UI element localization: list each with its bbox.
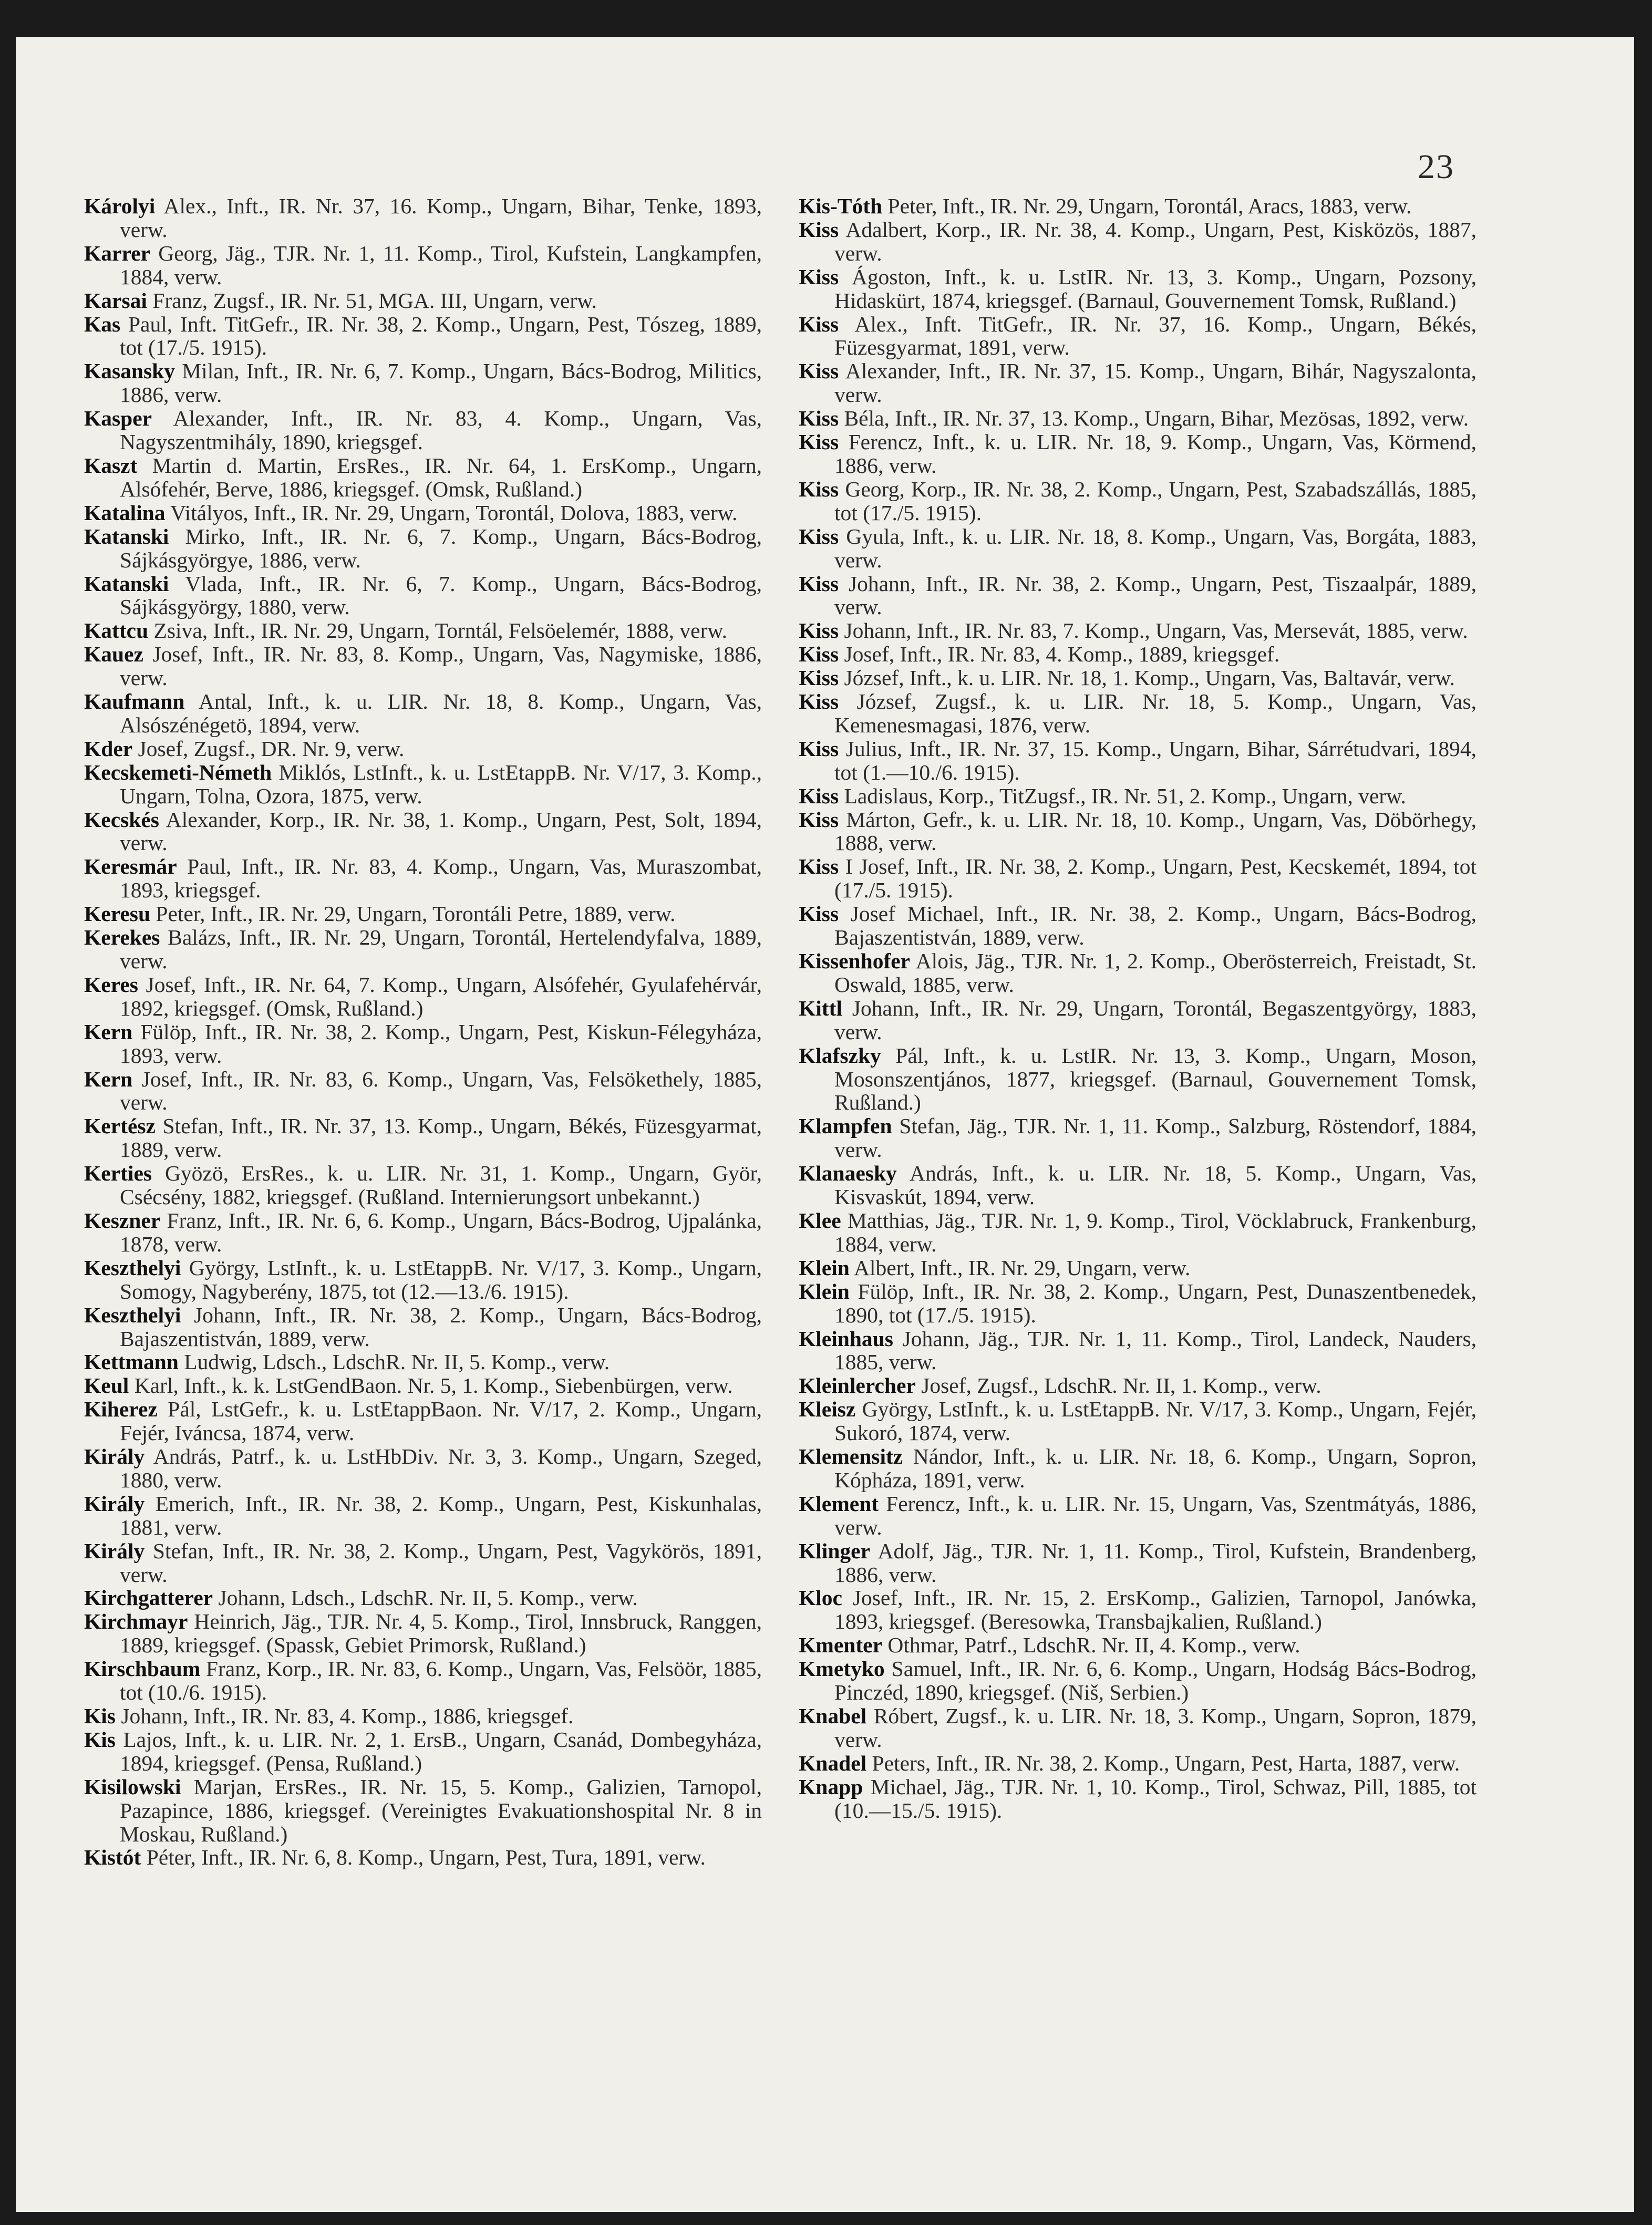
entry-details: Alexander, Korp., IR. Nr. 38, 1. Komp., Ungarn, Pest, Solt, 1894, verw. bbox=[120, 807, 762, 855]
casualty-entry bbox=[84, 1586, 762, 1610]
casualty-entry bbox=[799, 1657, 1477, 1704]
entry-surname: Karsai bbox=[84, 288, 147, 313]
casualty-entry bbox=[84, 1657, 762, 1704]
casualty-entry bbox=[84, 501, 762, 525]
casualty-entry bbox=[84, 1209, 762, 1256]
entry-details: Adalbert, Korp., IR. Nr. 38, 4. Komp., Ungarn, Pest, Kisközös, 1887, verw. bbox=[834, 217, 1477, 265]
casualty-entry bbox=[799, 902, 1477, 949]
entry-details: András, Inft., k. u. LIR. Nr. 18, 5. Komp., Ungarn, Vas, Kisvaskút, 1894, verw. bbox=[834, 1161, 1477, 1209]
casualty-entry bbox=[84, 194, 762, 242]
casualty-entry bbox=[84, 1398, 762, 1445]
entry-surname: Klanaesky bbox=[799, 1161, 897, 1186]
casualty-entry bbox=[84, 1610, 762, 1657]
entry-surname: Kiss bbox=[799, 736, 839, 761]
entry-details: Paul, Inft., IR. Nr. 83, 4. Komp., Ungarn, Vas, Muraszombat, 1893, kriegsgef. bbox=[120, 854, 762, 903]
entry-surname: Kiss bbox=[799, 264, 839, 289]
entry-details: Stefan, Inft., IR. Nr. 38, 2. Komp., Ungarn, Pest, Vagykörös, 1891, verw. bbox=[120, 1538, 762, 1587]
entry-surname: Kattcu bbox=[84, 618, 149, 643]
casualty-entry bbox=[799, 949, 1477, 997]
casualty-entry bbox=[84, 359, 762, 407]
entry-surname: Kloc bbox=[799, 1586, 842, 1610]
entry-surname: Kleisz bbox=[799, 1397, 856, 1422]
casualty-entry bbox=[84, 525, 762, 572]
entry-surname: Kiss bbox=[799, 524, 839, 549]
casualty-entry bbox=[799, 666, 1477, 690]
casualty-entry bbox=[799, 430, 1477, 478]
entry-surname: Kern bbox=[84, 1067, 133, 1091]
entry-surname: Keszner bbox=[84, 1208, 161, 1233]
entry-details: András, Patrf., k. u. LstHbDiv. Nr. 3, 3. Komp., Ungarn, Szeged, 1880, verw. bbox=[120, 1444, 762, 1492]
casualty-entry bbox=[799, 1374, 1477, 1398]
entry-details: Alexander, Inft., IR. Nr. 83, 4. Komp., Ungarn, Vas, Nagyszentmihály, 1890, kriegsgef. bbox=[120, 406, 762, 454]
entry-details: Fülöp, Inft., IR. Nr. 38, 2. Komp., Ungarn, Pest, Dunaszentbenedek, 1890, tot (17./5. 1915). bbox=[834, 1279, 1477, 1327]
entry-surname: Kiss bbox=[799, 477, 839, 501]
entry-details: Alex., Inft. TitGefr., IR. Nr. 37, 16. Komp., Ungarn, Békés, Füzesgyarmat, 1891, verw. bbox=[834, 312, 1477, 360]
casualty-entry bbox=[799, 643, 1477, 666]
casualty-entry bbox=[799, 784, 1477, 808]
entry-surname: Keresu bbox=[84, 902, 151, 926]
entry-details: Béla, Inft., IR. Nr. 37, 13. Komp., Ungarn, Bihar, Mezösas, 1892, verw. bbox=[844, 406, 1469, 431]
casualty-entry bbox=[84, 1704, 762, 1728]
entry-details: György, LstInft., k. u. LstEtappB. Nr. V/17, 3. Komp., Ungarn, Somogy, Nagyberény, 1875, tot (12.—13./6. 1915). bbox=[120, 1255, 762, 1303]
entry-surname: Károlyi bbox=[84, 194, 156, 218]
casualty-entry bbox=[84, 619, 762, 643]
entry-surname: Kmenter bbox=[799, 1633, 883, 1658]
entry-details: Márton, Gefr., k. u. LIR. Nr. 18, 10. Komp., Ungarn, Vas, Döbörhegy, 1888, verw. bbox=[834, 807, 1477, 855]
entry-details: József, Zugsf., k. u. LIR. Nr. 18, 5. Komp., Ungarn, Vas, Kemenesmagasi, 1876, verw. bbox=[834, 689, 1477, 737]
entry-details: Johann, Jäg., TJR. Nr. 1, 11. Komp., Tirol, Landeck, Nauders, 1885, verw. bbox=[834, 1326, 1477, 1374]
entry-details: Othmar, Patrf., LdschR. Nr. II, 4. Komp., verw. bbox=[887, 1633, 1300, 1658]
entry-surname: Kis bbox=[84, 1704, 116, 1728]
entry-surname: Kasper bbox=[84, 406, 152, 431]
entry-details: Milan, Inft., IR. Nr. 6, 7. Komp., Ungarn, Bács-Bodrog, Militics, 1886, verw. bbox=[120, 359, 762, 407]
entry-surname: Kern bbox=[84, 1019, 133, 1044]
entry-surname: Knadel bbox=[799, 1751, 867, 1775]
entry-details: Josef, Inft., IR. Nr. 15, 2. ErsKomp., Galizien, Tarnopol, Janówka, 1893, kriegsgef. (Beresowka, Transbajkalien, Rußland.) bbox=[834, 1586, 1477, 1634]
entry-details: Alois, Jäg., TJR. Nr. 1, 2. Komp., Oberösterreich, Freistadt, St. Oswald, 1885, verw. bbox=[834, 949, 1477, 997]
entry-surname: Kerties bbox=[84, 1161, 152, 1186]
entry-surname: Kder bbox=[84, 736, 133, 761]
entry-details: Josef, Inft., IR. Nr. 83, 6. Komp., Ungarn, Vas, Felsökethely, 1885, verw. bbox=[120, 1067, 762, 1115]
entry-details: Nándor, Inft., k. u. LIR. Nr. 18, 6. Komp., Ungarn, Sopron, Kópháza, 1891, verw. bbox=[834, 1444, 1477, 1492]
casualty-entry bbox=[84, 808, 762, 855]
entry-details: Paul, Inft. TitGefr., IR. Nr. 38, 2. Komp., Ungarn, Pest, Tószeg, 1889, tot (17./5. 1915). bbox=[120, 312, 762, 360]
entry-details: Julius, Inft., IR. Nr. 37, 15. Komp., Ungarn, Bihar, Sárrétudvari, 1894, tot (1.—10./6. 1915). bbox=[834, 736, 1477, 784]
entry-surname: Keszthelyi bbox=[84, 1302, 181, 1327]
entry-details: Karl, Inft., k. k. LstGendBaon. Nr. 5, 1. Komp., Siebenbürgen, verw. bbox=[134, 1373, 733, 1398]
casualty-entry bbox=[84, 1728, 762, 1775]
entry-details: Franz, Korp., IR. Nr. 83, 6. Komp., Ungarn, Vas, Felsöör, 1885, tot (10./6. 1915). bbox=[120, 1657, 762, 1705]
entry-surname: Kleinlercher bbox=[799, 1373, 916, 1398]
entry-surname: Kistót bbox=[84, 1845, 141, 1870]
entry-details: József, Inft., k. u. LIR. Nr. 18, 1. Komp., Ungarn, Vas, Baltavár, verw. bbox=[844, 666, 1455, 690]
entry-surname: Klafszky bbox=[799, 1043, 881, 1068]
entry-surname: Kerekes bbox=[84, 925, 160, 950]
casualty-entry bbox=[799, 407, 1477, 430]
entry-details: Adolf, Jäg., TJR. Nr. 1, 11. Komp., Tirol, Kufstein, Brandenberg, 1886, verw. bbox=[834, 1538, 1477, 1587]
entry-surname: Katalina bbox=[84, 500, 166, 525]
entry-details: Johann, Inft., IR. Nr. 38, 2. Komp., Ungarn, Bács-Bodrog, Bajaszentistván, 1889, verw. bbox=[120, 1302, 762, 1351]
casualty-entry bbox=[84, 1445, 762, 1492]
entry-surname: Kis-Tóth bbox=[799, 194, 883, 218]
entry-details: Ágoston, Inft., k. u. LstIR. Nr. 13, 3. Komp., Ungarn, Pozsony, Hidaskürt, 1874, kriegsgef. (Barnaul, Gouvernement Tomsk, Rußland.) bbox=[834, 264, 1477, 313]
entry-details: Josef, Inft., IR. Nr. 83, 8. Komp., Ungarn, Vas, Nagymiske, 1886, verw. bbox=[120, 642, 762, 690]
casualty-entry bbox=[84, 1492, 762, 1539]
casualty-entry bbox=[84, 1775, 762, 1846]
casualty-entry bbox=[799, 690, 1477, 737]
entry-details: Johann, Inft., IR. Nr. 38, 2. Komp., Ungarn, Pest, Tiszaalpár, 1889, verw. bbox=[834, 571, 1477, 619]
entry-details: Stefan, Inft., IR. Nr. 37, 13. Komp., Ungarn, Békés, Füzesgyarmat, 1889, verw. bbox=[120, 1114, 762, 1162]
casualty-entry bbox=[799, 525, 1477, 572]
entry-surname: Király bbox=[84, 1491, 145, 1516]
entry-details: Peters, Inft., IR. Nr. 38, 2. Komp., Ungarn, Pest, Harta, 1887, verw. bbox=[872, 1751, 1460, 1775]
page-number: 23 bbox=[1418, 148, 1454, 186]
entry-surname: Klein bbox=[799, 1255, 850, 1280]
entry-surname: Király bbox=[84, 1538, 145, 1563]
casualty-entry bbox=[799, 1327, 1477, 1374]
casualty-entry bbox=[84, 1256, 762, 1303]
entry-surname: Kiss bbox=[799, 689, 839, 714]
entry-details: Emerich, Inft., IR. Nr. 38, 2. Komp., Ungarn, Pest, Kiskunhalas, 1881, verw. bbox=[120, 1491, 762, 1539]
entry-details: Matthias, Jäg., TJR. Nr. 1, 9. Komp., Tirol, Vöcklabruck, Frankenburg, 1884, verw. bbox=[834, 1208, 1477, 1256]
entry-surname: Kiherez bbox=[84, 1397, 158, 1422]
entry-details: Ferencz, Inft., k. u. LIR. Nr. 18, 9. Komp., Ungarn, Vas, Körmend, 1886, verw. bbox=[834, 430, 1477, 478]
casualty-entry bbox=[799, 1280, 1477, 1327]
entry-surname: Keresmár bbox=[84, 854, 177, 879]
casualty-entry bbox=[84, 407, 762, 454]
entry-surname: Kiss bbox=[799, 783, 839, 808]
casualty-entry bbox=[84, 242, 762, 289]
entry-details: Johann, Ldsch., LdschR. Nr. II, 5. Komp., verw. bbox=[218, 1586, 638, 1610]
casualty-entry bbox=[84, 1020, 762, 1068]
entry-surname: Kiss bbox=[799, 618, 839, 643]
entry-surname: Kis bbox=[84, 1727, 116, 1752]
entry-surname: Kecskemeti-Németh bbox=[84, 760, 272, 784]
entry-surname: Kisilowski bbox=[84, 1774, 181, 1799]
entry-details: Georg, Korp., IR. Nr. 38, 2. Komp., Ungarn, Pest, Szabadszállás, 1885, tot (17./5. 1915). bbox=[834, 477, 1477, 525]
entry-surname: Kiss bbox=[799, 430, 839, 454]
entry-surname: Kiss bbox=[799, 359, 839, 384]
entry-details: Josef, Inft., IR. Nr. 83, 4. Komp., 1889, kriegsgef. bbox=[844, 642, 1280, 667]
entry-surname: Keul bbox=[84, 1373, 129, 1398]
entry-surname: Kiss bbox=[799, 642, 839, 667]
entry-details: Vlada, Inft., IR. Nr. 6, 7. Komp., Ungarn, Bács-Bodrog, Sájkásgyörgy, 1880, verw. bbox=[120, 571, 762, 619]
entry-details: Peter, Inft., IR. Nr. 29, Ungarn, Torontál, Aracs, 1883, verw. bbox=[887, 194, 1412, 218]
entry-surname: Kiss bbox=[799, 217, 839, 242]
casualty-entry bbox=[799, 1633, 1477, 1657]
entry-surname: Király bbox=[84, 1444, 145, 1469]
entry-surname: Kecskés bbox=[84, 807, 159, 832]
casualty-entry bbox=[799, 1775, 1477, 1823]
entry-details: Stefan, Jäg., TJR. Nr. 1, 11. Komp., Salzburg, Röstendorf, 1884, verw. bbox=[834, 1114, 1477, 1162]
entry-surname: Klemensitz bbox=[799, 1444, 903, 1469]
entry-details: Gyula, Inft., k. u. LIR. Nr. 18, 8. Komp., Ungarn, Vas, Borgáta, 1883, verw. bbox=[834, 524, 1477, 572]
casualty-entry bbox=[799, 359, 1477, 407]
entry-surname: Klampfen bbox=[799, 1114, 892, 1139]
casualty-entry bbox=[84, 690, 762, 737]
casualty-entry bbox=[799, 737, 1477, 784]
entry-surname: Kertész bbox=[84, 1114, 156, 1139]
entry-details: Samuel, Inft., IR. Nr. 6, 6. Komp., Ungarn, Hodság Bács-Bodrog, Pinczéd, 1890, kriegsgef. (Niš, Serbien.) bbox=[834, 1657, 1477, 1705]
entry-details: Zsiva, Inft., IR. Nr. 29, Ungarn, Torntál, Felsöelemér, 1888, verw. bbox=[153, 618, 728, 643]
entry-surname: Kiss bbox=[799, 312, 839, 336]
entry-details: Mirko, Inft., IR. Nr. 6, 7. Komp., Ungarn, Bács-Bodrog, Sájkásgyörgye, 1886, verw. bbox=[120, 524, 762, 572]
entry-details: I Josef, Inft., IR. Nr. 38, 2. Komp., Ungarn, Pest, Kecskemét, 1894, tot (17./5. 1915). bbox=[834, 854, 1477, 903]
entry-surname: Kirchmayr bbox=[84, 1609, 188, 1634]
casualty-entry bbox=[799, 855, 1477, 902]
entry-details: Alex., Inft., IR. Nr. 37, 16. Komp., Ungarn, Bihar, Tenke, 1893, verw. bbox=[120, 194, 762, 242]
entry-details: Miklós, LstInft., k. u. LstEtappB. Nr. V/17, 3. Komp., Ungarn, Tolna, Ozora, 1875, verw. bbox=[120, 760, 762, 808]
entry-details: Josef, Inft., IR. Nr. 64, 7. Komp., Ungarn, Alsófehér, Gyulafehérvár, 1892, kriegsgef. (Omsk, Rußland.) bbox=[120, 972, 762, 1020]
casualty-entry bbox=[799, 1752, 1477, 1775]
casualty-entry bbox=[84, 454, 762, 501]
entry-surname: Knabel bbox=[799, 1704, 867, 1728]
entry-details: Pál, Inft., k. u. LstIR. Nr. 13, 3. Komp., Ungarn, Moson, Mosonszentjános, 1877, kriegsgef. (Barnaul, Gouvernement Tomsk, Rußland.) bbox=[834, 1043, 1477, 1115]
casualty-entry bbox=[84, 1374, 762, 1398]
entry-surname: Kiss bbox=[799, 666, 839, 690]
entry-details: Josef, Zugsf., DR. Nr. 9, verw. bbox=[138, 736, 405, 761]
casualty-entry bbox=[84, 1846, 762, 1869]
entry-surname: Kauez bbox=[84, 642, 143, 667]
entry-details: Georg, Jäg., TJR. Nr. 1, 11. Komp., Tirol, Kufstein, Langkampfen, 1884, verw. bbox=[120, 241, 762, 289]
entry-details: Ferencz, Inft., k. u. LIR. Nr. 15, Ungarn, Vas, Szentmátyás, 1886, verw. bbox=[834, 1491, 1477, 1539]
casualty-entry bbox=[799, 1044, 1477, 1115]
entry-surname: Kiss bbox=[799, 902, 839, 926]
casualty-entry bbox=[84, 761, 762, 808]
entry-details: György, LstInft., k. u. LstEtappB. Nr. V/17, 3. Komp., Ungarn, Fejér, Sukoró, 1874, verw. bbox=[834, 1397, 1477, 1445]
left-column bbox=[84, 194, 762, 1869]
entry-surname: Kittl bbox=[799, 996, 842, 1020]
entry-surname: Karrer bbox=[84, 241, 150, 265]
casualty-entry bbox=[84, 855, 762, 902]
entry-details: Péter, Inft., IR. Nr. 6, 8. Komp., Ungarn, Pest, Tura, 1891, verw. bbox=[146, 1845, 706, 1870]
casualty-entry bbox=[799, 572, 1477, 619]
entry-details: Franz, Inft., IR. Nr. 6, 6. Komp., Ungarn, Bács-Bodrog, Ujpalánka, 1878, verw. bbox=[120, 1208, 762, 1256]
casualty-entry bbox=[84, 926, 762, 973]
entry-surname: Klement bbox=[799, 1491, 879, 1516]
entry-details: Róbert, Zugsf., k. u. LIR. Nr. 18, 3. Komp., Ungarn, Sopron, 1879, verw. bbox=[834, 1704, 1477, 1752]
casualty-entry bbox=[799, 997, 1477, 1044]
entry-surname: Klinger bbox=[799, 1538, 871, 1563]
casualty-entry bbox=[84, 1303, 762, 1351]
casualty-entry bbox=[84, 973, 762, 1020]
entry-details: Antal, Inft., k. u. LIR. Nr. 18, 8. Komp., Ungarn, Vas, Alsószénégetö, 1894, verw. bbox=[120, 689, 762, 737]
entry-details: Balázs, Inft., IR. Nr. 29, Ungarn, Torontál, Hertelendyfalva, 1889, verw. bbox=[120, 925, 762, 973]
entry-surname: Kmetyko bbox=[799, 1657, 885, 1681]
entry-surname: Kiss bbox=[799, 406, 839, 431]
casualty-entry bbox=[799, 313, 1477, 360]
casualty-entry bbox=[84, 1350, 762, 1374]
entry-details: Fülöp, Inft., IR. Nr. 38, 2. Komp., Ungarn, Pest, Kiskun-Félegyháza, 1893, verw. bbox=[120, 1019, 762, 1068]
casualty-entry bbox=[799, 1586, 1477, 1633]
casualty-entry bbox=[799, 478, 1477, 525]
entry-surname: Kasansky bbox=[84, 359, 175, 384]
entry-surname: Katanski bbox=[84, 524, 169, 549]
casualty-entry bbox=[799, 1704, 1477, 1752]
casualty-entry bbox=[799, 1539, 1477, 1587]
casualty-entry bbox=[84, 1162, 762, 1209]
entry-surname: Kaufmann bbox=[84, 689, 185, 714]
entry-details: Pál, LstGefr., k. u. LstEtappBaon. Nr. V/17, 2. Komp., Ungarn, Fejér, Iváncsa, 1874, verw. bbox=[120, 1397, 762, 1445]
entry-surname: Kaszt bbox=[84, 453, 138, 478]
entry-details: Gyözö, ErsRes., k. u. LIR. Nr. 31, 1. Komp., Ungarn, Györ, Csécsény, 1882, kriegsgef. (Rußland. Internierungsort unbekannt.) bbox=[120, 1161, 762, 1209]
casualty-entry bbox=[799, 1209, 1477, 1256]
casualty-entry bbox=[84, 643, 762, 690]
entry-surname: Kissenhofer bbox=[799, 949, 911, 973]
casualty-entry bbox=[799, 619, 1477, 643]
entry-surname: Klein bbox=[799, 1279, 850, 1303]
entry-surname: Katanski bbox=[84, 571, 169, 596]
entry-details: Michael, Jäg., TJR. Nr. 1, 10. Komp., Tirol, Schwaz, Pill, 1885, tot (10.—15./5. 1915). bbox=[834, 1774, 1477, 1823]
casualty-entry bbox=[84, 313, 762, 360]
entry-details: Johann, Inft., IR. Nr. 83, 4. Komp., 1886, kriegsgef. bbox=[121, 1704, 574, 1728]
entry-details: Peter, Inft., IR. Nr. 29, Ungarn, Torontáli Petre, 1889, verw. bbox=[156, 902, 676, 926]
entry-surname: Klee bbox=[799, 1208, 841, 1233]
entry-surname: Kirschbaum bbox=[84, 1657, 201, 1681]
casualty-entry bbox=[799, 1162, 1477, 1209]
casualty-entry bbox=[799, 194, 1477, 218]
casualty-entry bbox=[799, 1398, 1477, 1445]
casualty-entry bbox=[799, 1492, 1477, 1539]
casualty-entry bbox=[799, 1445, 1477, 1492]
casualty-entry bbox=[84, 1539, 762, 1587]
document-page bbox=[16, 37, 1634, 2212]
entry-surname: Kiss bbox=[799, 854, 839, 879]
entry-details: Lajos, Inft., k. u. LIR. Nr. 2, 1. ErsB., Ungarn, Csanád, Dombegyháza, 1894, kriegsgef. (Pensa, Rußland.) bbox=[120, 1727, 762, 1775]
entry-details: Josef, Zugsf., LdschR. Nr. II, 1. Komp., verw. bbox=[921, 1373, 1321, 1398]
casualty-entry bbox=[799, 1256, 1477, 1280]
casualty-entry bbox=[84, 572, 762, 619]
entry-surname: Keres bbox=[84, 972, 138, 997]
right-column bbox=[799, 194, 1477, 1823]
entry-details: Josef Michael, Inft., IR. Nr. 38, 2. Komp., Ungarn, Bács-Bodrog, Bajaszentistván, 1889, verw. bbox=[834, 902, 1477, 950]
entry-surname: Kiss bbox=[799, 807, 839, 832]
entry-details: Vitályos, Inft., IR. Nr. 29, Ungarn, Torontál, Dolova, 1883, verw. bbox=[170, 500, 738, 525]
casualty-entry bbox=[84, 902, 762, 926]
casualty-entry bbox=[799, 218, 1477, 265]
casualty-entry bbox=[84, 289, 762, 313]
entry-details: Marjan, ErsRes., IR. Nr. 15, 5. Komp., Galizien, Tarnopol, Pazapince, 1886, kriegsgef. (Vereinigtes Evakuationshospital Nr. 8 in Moskau, Rußland.) bbox=[120, 1774, 762, 1846]
casualty-entry bbox=[84, 737, 762, 761]
entry-details: Johann, Inft., IR. Nr. 29, Ungarn, Torontál, Begaszentgyörgy, 1883, verw. bbox=[834, 996, 1477, 1044]
entry-surname: Kirchgatterer bbox=[84, 1586, 213, 1610]
entry-details: Johann, Inft., IR. Nr. 83, 7. Komp., Ungarn, Vas, Mersevát, 1885, verw. bbox=[844, 618, 1468, 643]
entry-details: Ludwig, Ldsch., LdschR. Nr. II, 5. Komp., verw. bbox=[184, 1350, 610, 1374]
casualty-entry bbox=[799, 265, 1477, 313]
entry-surname: Knapp bbox=[799, 1774, 863, 1799]
entry-details: Ladislaus, Korp., TitZugsf., IR. Nr. 51, 2. Komp., Ungarn, verw. bbox=[844, 783, 1406, 808]
entry-details: Franz, Zugsf., IR. Nr. 51, MGA. III, Ungarn, verw. bbox=[152, 288, 597, 313]
casualty-entry bbox=[84, 1114, 762, 1162]
casualty-entry bbox=[799, 808, 1477, 855]
entry-surname: Kiss bbox=[799, 571, 839, 596]
entry-details: Albert, Inft., IR. Nr. 29, Ungarn, verw. bbox=[853, 1255, 1191, 1280]
entry-surname: Keszthelyi bbox=[84, 1255, 181, 1280]
entry-surname: Kettmann bbox=[84, 1350, 179, 1374]
casualty-entry bbox=[799, 1114, 1477, 1162]
casualty-entry bbox=[84, 1068, 762, 1115]
entry-details: Alexander, Inft., IR. Nr. 37, 15. Komp., Ungarn, Bihár, Nagyszalonta, verw. bbox=[834, 359, 1477, 407]
entry-surname: Kleinhaus bbox=[799, 1326, 893, 1351]
entry-surname: Kas bbox=[84, 312, 121, 336]
entry-details: Martin d. Martin, ErsRes., IR. Nr. 64, 1. ErsKomp., Ungarn, Alsófehér, Berve, 1886, kriegsgef. (Omsk, Rußland.) bbox=[120, 453, 762, 501]
entry-details: Heinrich, Jäg., TJR. Nr. 4, 5. Komp., Tirol, Innsbruck, Ranggen, 1889, kriegsgef. (Spassk, Gebiet Primorsk, Rußland.) bbox=[120, 1609, 762, 1658]
